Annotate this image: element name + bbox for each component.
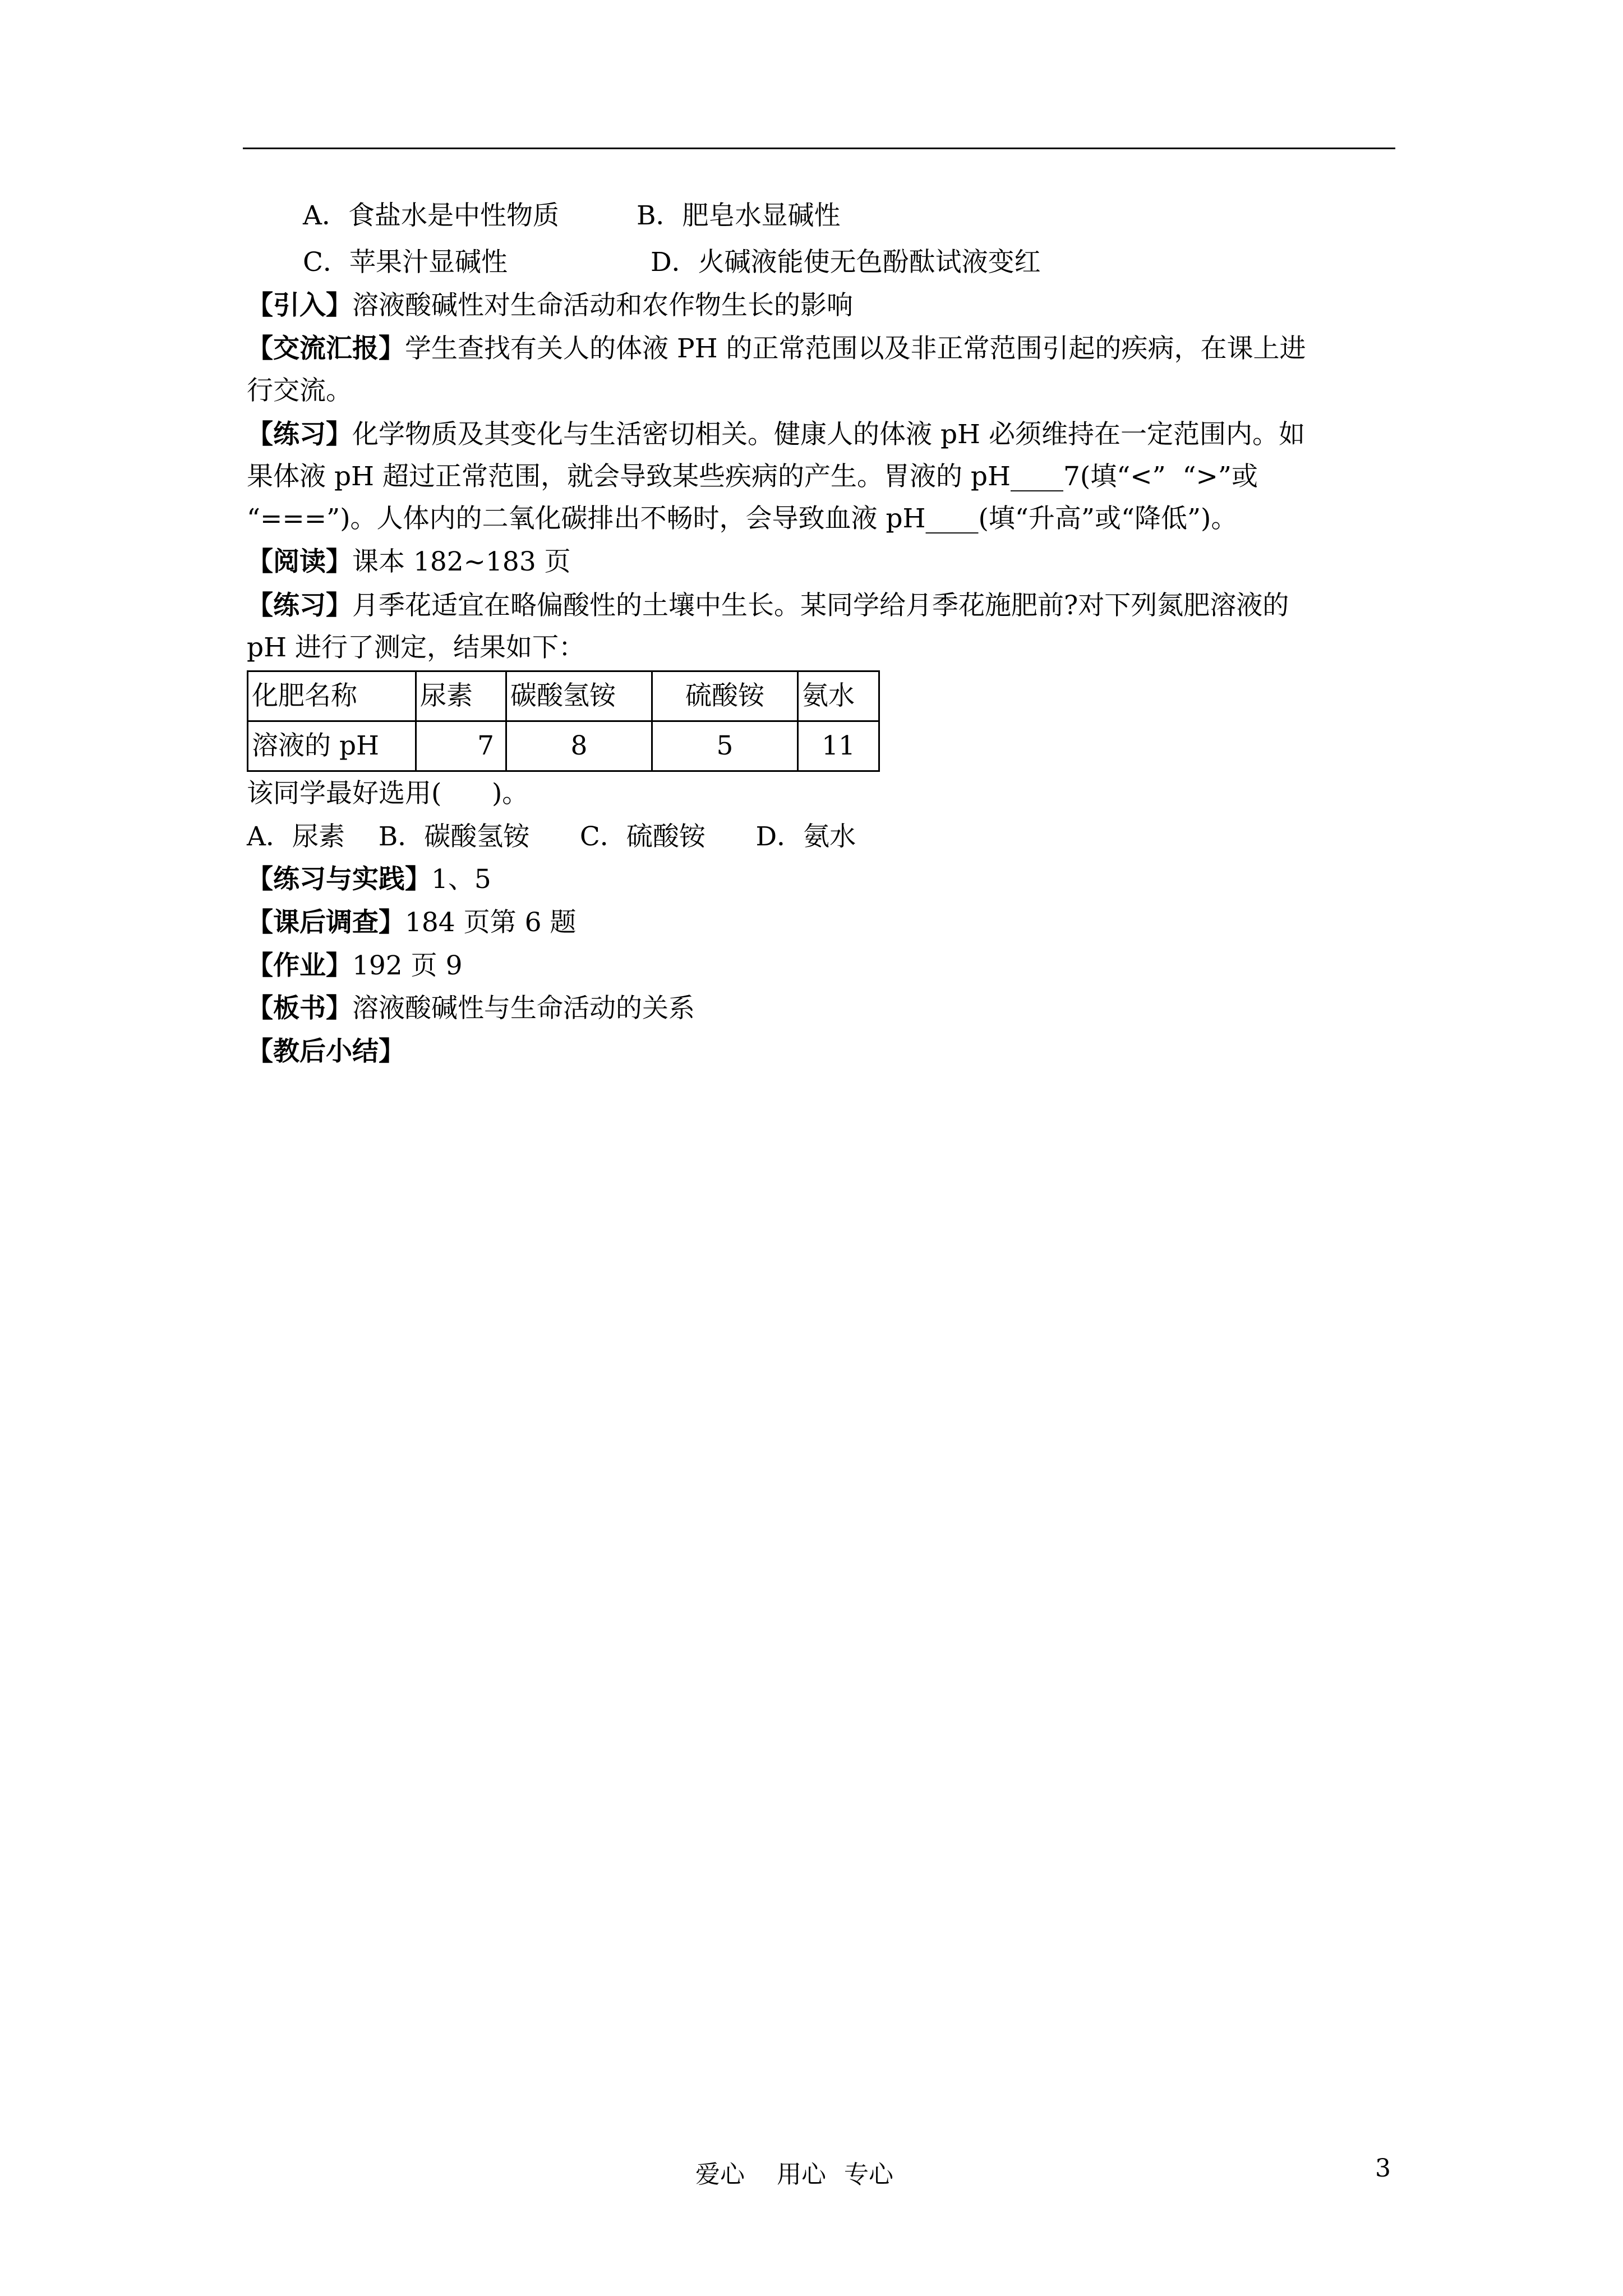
homework-text: 192 页 9: [352, 950, 463, 981]
homework-line: [247, 949, 463, 983]
board-text: 溶液酸碱性与生命活动的关系: [352, 993, 695, 1024]
table-row-label: 溶液的 pH: [248, 721, 416, 771]
table-cell: 8: [506, 721, 652, 771]
reading-line: [247, 545, 571, 579]
homework-tag: 【作业】: [247, 950, 352, 981]
summary-tag: 【教后小结】: [247, 1036, 405, 1067]
practice1-text-1: 化学物质及其变化与生活密切相关。健康人的体液 pH 必须维持在一定范围内。如: [352, 419, 1305, 450]
reading-text: 课本 182~183 页: [352, 546, 571, 577]
option-a: A．食盐水是中性物质: [303, 200, 559, 231]
header-rule: [243, 148, 1395, 149]
practice2-tag: 【练习】: [247, 590, 352, 621]
practice3-tag: 【练习与实践】: [247, 864, 431, 895]
intro-line: [247, 289, 853, 323]
reading-tag: 【阅读】: [247, 546, 352, 577]
table-header-cell: 碳酸氢铵: [506, 671, 652, 721]
practice2-line-1: [247, 589, 1289, 623]
footer-motto-2: 用心: [777, 2160, 826, 2189]
exchange-line-2: 行交流。: [247, 375, 352, 406]
intro-text: 溶液酸碱性对生命活动和农作物生长的影响: [352, 290, 853, 321]
exchange-text-1: 学生查找有关人的体液 PH 的正常范围以及非正常范围引起的疾病，在课上进: [405, 333, 1306, 364]
table-header-cell: 氨水: [798, 671, 879, 721]
table-cell: 7: [416, 721, 506, 771]
footer-motto-3: 专心: [844, 2160, 893, 2189]
table-header-cell: 硫酸铵: [652, 671, 798, 721]
practice1-line-2: 果体液 pH 超过正常范围，就会导致某些疾病的产生。胃液的 pH____7(填“<” “>”或: [247, 461, 1258, 492]
option-c: C．苹果汁显碱性: [303, 247, 508, 278]
table-cell: 5: [652, 721, 798, 771]
practice1-line-3: “===”)。人体内的二氧化碳排出不畅时，会导致血液 pH____(填“升高”或“降低”)。: [247, 503, 1238, 534]
option-d: D．火碱液能使无色酚酞试液变红: [651, 247, 1041, 278]
board-line: [247, 992, 695, 1025]
fertilizer-ph-table: [247, 670, 880, 772]
survey-tag: 【课后调查】: [247, 907, 405, 938]
practice1-tag: 【练习】: [247, 419, 352, 450]
practice3-line: [247, 863, 491, 896]
page-number: 3: [1375, 2154, 1391, 2183]
practice1-line-1: [247, 418, 1305, 452]
footer-motto-1: 爱心: [695, 2160, 745, 2189]
question-line: 该同学最好选用( )。: [247, 778, 529, 809]
practice3-text: 1、5: [431, 864, 491, 895]
choices-line: A．尿素 B．碳酸氢铵 C．硫酸铵 D．氨水: [247, 821, 856, 852]
survey-text: 184 页第 6 题: [405, 907, 577, 938]
table-header-row: [248, 671, 879, 721]
table-row: [248, 721, 879, 771]
table-header-cell: 化肥名称: [248, 671, 416, 721]
exchange-tag: 【交流汇报】: [247, 333, 405, 364]
practice2-text-1: 月季花适宜在略偏酸性的土壤中生长。某同学给月季花施肥前?对下列氮肥溶液的: [352, 590, 1289, 621]
table-header-cell: 尿素: [416, 671, 506, 721]
option-b: B．肥皂水显碱性: [637, 200, 841, 231]
intro-tag: 【引入】: [247, 290, 352, 321]
board-tag: 【板书】: [247, 993, 352, 1024]
practice2-line-2: pH 进行了测定，结果如下：: [247, 632, 585, 663]
table-cell: 11: [798, 721, 879, 771]
survey-line: [247, 906, 576, 940]
exchange-line-1: [247, 332, 1306, 366]
